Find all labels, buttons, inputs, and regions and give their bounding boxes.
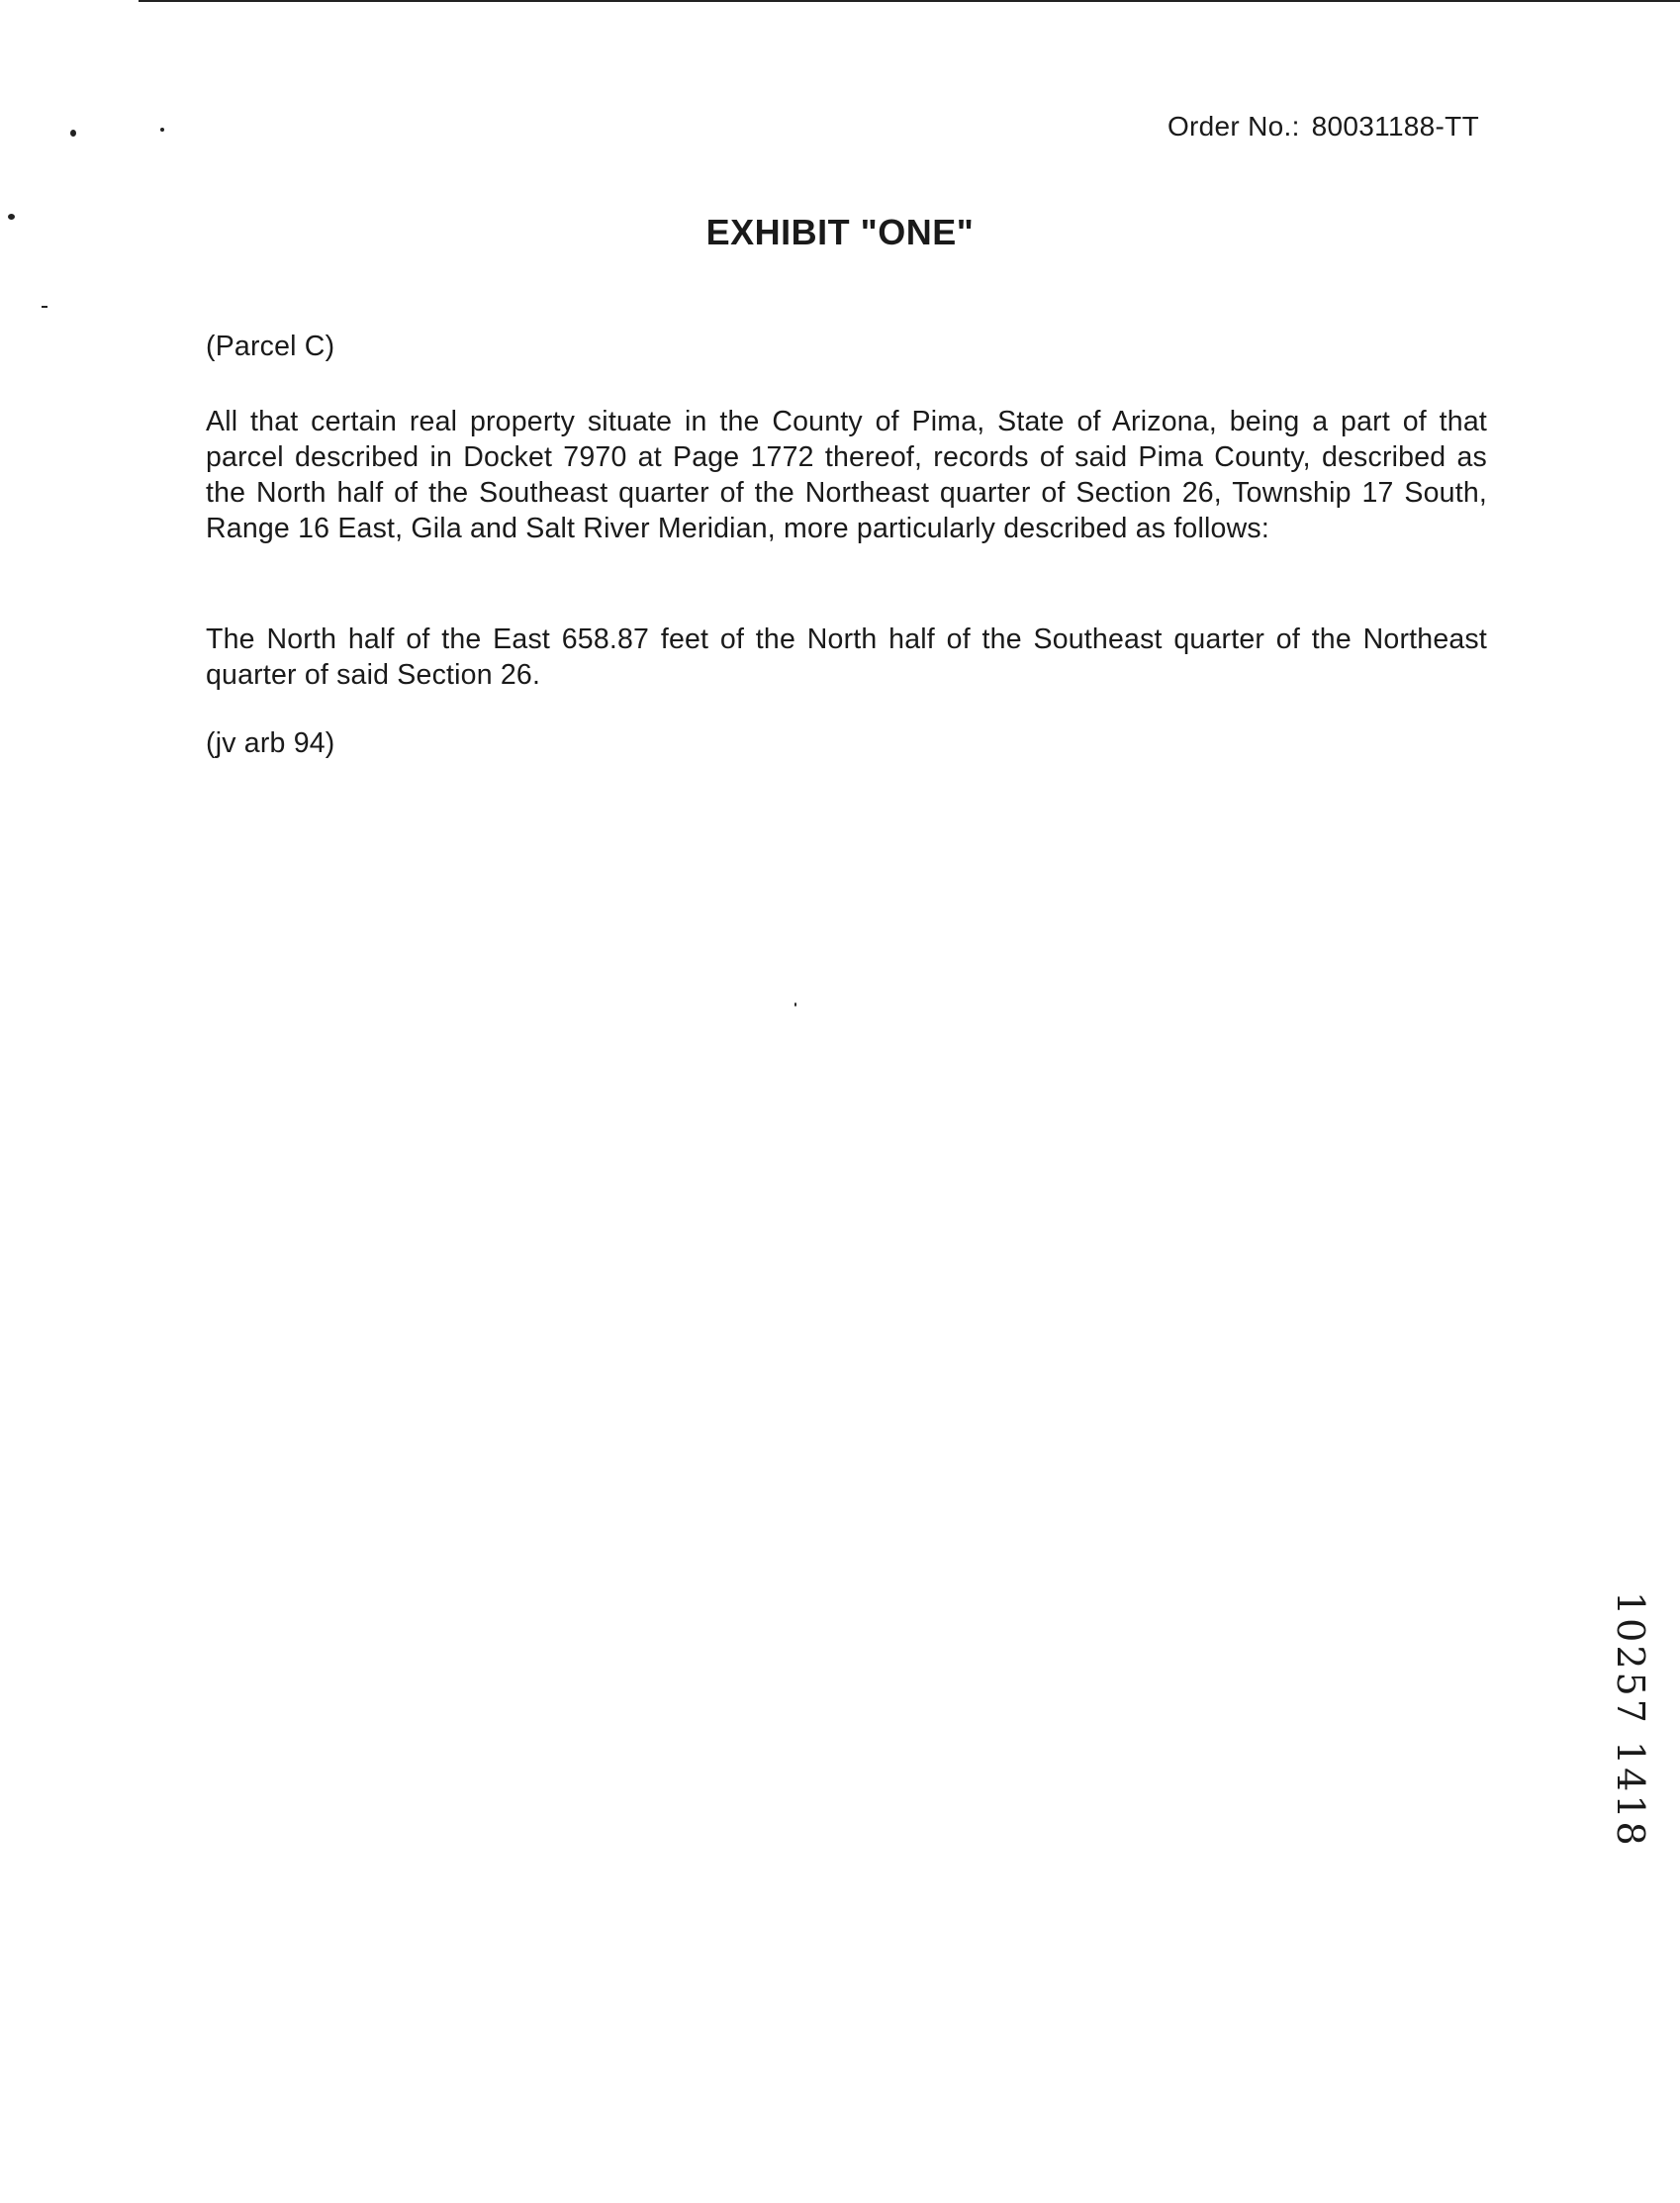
parcel-label: (Parcel C) xyxy=(206,331,335,362)
recording-stamp xyxy=(1609,1591,1652,1861)
parcel-description-paragraph: The North half of the East 658.87 feet of the North half of the Southeast quarter of the Northeast quarter of said Section 26. xyxy=(206,623,1487,691)
recording-stamp-number: 10257 1418 xyxy=(1609,1591,1652,1849)
order-number xyxy=(1167,111,1479,143)
order-number-value: 80031188-TT xyxy=(1311,111,1479,142)
top-border-line xyxy=(139,0,1680,2)
scan-speck xyxy=(160,128,164,132)
scan-speck xyxy=(794,1003,796,1006)
initials-note: (jv arb 94) xyxy=(206,727,335,759)
scan-speck xyxy=(70,130,76,137)
legal-description-paragraph: All that certain real property situate in the County of Pima, State of Arizona, being a part of that parcel described in Docket 7970 at Page 1772 thereof, records of said Pima County, described as the North half of the Southeast quarter of the Northeast quarter of Section 26, Township 17 South, Range 16 East, Gila and Salt River Meridian, more particularly described as follows: xyxy=(206,406,1487,544)
order-number-label: Order No.: xyxy=(1167,111,1300,142)
exhibit-title: EXHIBIT "ONE" xyxy=(705,212,975,252)
scan-speck xyxy=(42,306,47,308)
